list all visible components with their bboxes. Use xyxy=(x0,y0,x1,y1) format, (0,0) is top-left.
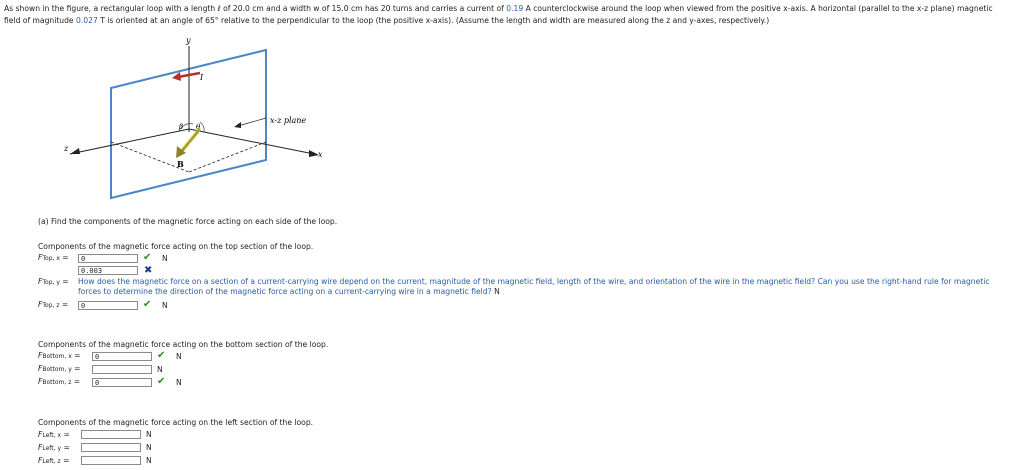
field-label: B xyxy=(177,159,184,169)
fbottom-x-input[interactable]: 0 xyxy=(92,352,152,361)
fbottom-x-label: FBottom, x = xyxy=(38,351,81,360)
unit-label: N xyxy=(176,378,182,387)
fleft-x-input[interactable] xyxy=(81,430,141,439)
correct-check-icon: ✔ xyxy=(157,350,166,361)
unit-label: N xyxy=(146,443,152,452)
top-section-heading: Components of the magnetic force acting on the top section of the loop. xyxy=(38,242,314,251)
loop-figure xyxy=(60,34,360,210)
unit-label: N xyxy=(162,254,168,263)
field-value: 0.027 xyxy=(76,16,98,25)
unit-label: N xyxy=(157,365,163,374)
unit-label: N xyxy=(146,456,152,465)
ftop-z-label: FTop, z = xyxy=(38,300,69,309)
fbottom-z-label: FBottom, z = xyxy=(38,377,81,386)
x-axis-label: x xyxy=(318,150,323,159)
fleft-y-label: FLeft, y = xyxy=(38,443,70,452)
current-label: I xyxy=(200,73,204,82)
unit-label: N xyxy=(176,352,182,361)
left-section-heading: Components of the magnetic force acting on the left section of the loop. xyxy=(38,418,314,427)
correct-check-icon: ✔ xyxy=(157,376,166,387)
ftop-y-label: FTop, y = xyxy=(38,277,69,286)
unit-label: N xyxy=(146,430,152,439)
correct-check-icon: ✔ xyxy=(143,299,152,310)
current-value: 0.19 xyxy=(506,4,524,13)
beta-label: β xyxy=(179,123,184,131)
part-a-prompt: (a) Find the components of the magnetic force acting on each side of the loop. xyxy=(38,217,338,226)
ftop-x-label: FTop, x = xyxy=(38,253,69,262)
fbottom-z-input[interactable]: 0 xyxy=(92,378,152,387)
fleft-z-input[interactable] xyxy=(81,456,141,465)
x-axis-line xyxy=(189,129,314,154)
unit-label: N xyxy=(162,301,168,310)
fleft-x-label: FLeft, x = xyxy=(38,430,70,439)
z-axis-label: z xyxy=(64,144,69,153)
fbottom-y-label: FBottom, y = xyxy=(38,364,81,373)
ftop-y-input[interactable]: 0.003 xyxy=(78,266,138,275)
problem-statement: As shown in the figure, a rectangular loop with a length ℓ of 20.0 cm and a width w of 15.0 cm has 20 turns and carries a current of 0.19 A counterclockwise around the loop when viewed from the positive x-axis. A horizontal (parallel to the x-z plane) magnetic field of magnitude 0.027 T is oriented at an angle of 65° relative to the perpendicular to the loop (the positive x-axis). (Assume the length and width are measured along the z and y-axes, respectively.) xyxy=(4,4,993,25)
theta-label: θ xyxy=(196,123,201,131)
hint-text: How does the magnetic force on a section of a current-carrying wire depend on the current, magnitude of the magnetic field, length of the wire, and orientation of the wire in the magnetic field? Can you use the right-hand rule for magnetic forces to determine the direction of the magnetic force acting on a current-carrying wire in a magnetic field? N xyxy=(78,277,990,296)
correct-check-icon: ✔ xyxy=(143,252,152,263)
y-axis-label: y xyxy=(186,36,191,45)
incorrect-cross-icon: ✖ xyxy=(144,265,153,276)
ftop-z-input[interactable]: 0 xyxy=(78,301,138,310)
ftop-x-input[interactable]: 0 xyxy=(78,254,138,263)
fleft-y-input[interactable] xyxy=(81,443,141,452)
fbottom-y-input[interactable] xyxy=(92,365,152,374)
fleft-z-label: FLeft, z = xyxy=(38,456,70,465)
plane-label: x-z plane xyxy=(270,116,307,125)
bottom-section-heading: Components of the magnetic force acting on the bottom section of the loop. xyxy=(38,340,329,349)
